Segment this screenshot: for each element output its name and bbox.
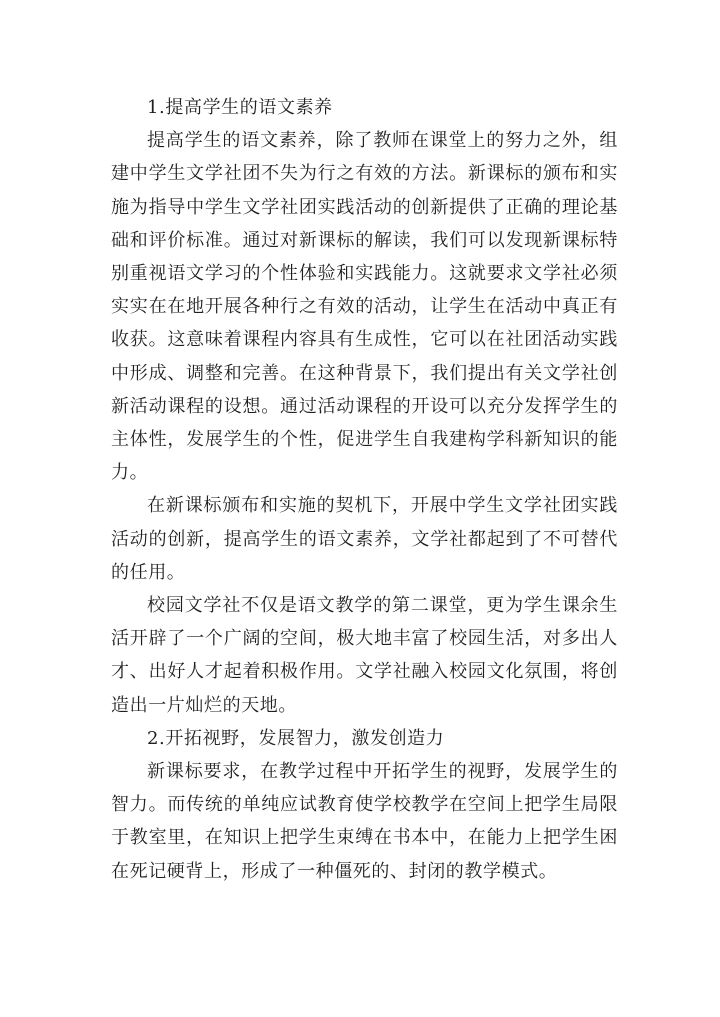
paragraph-4: 新课标要求，在教学过程中开拓学生的视野，发展学生的智力。而传统的单纯应试教育使学校教学在空间上把学生局限于教室里，在知识上把学生束缚在书本中，在能力上把学生困在死记硬背上，形成了一种僵死的、封闭的教学模式。 [111, 761, 618, 882]
section-heading-1: 1.提高学生的语文素养 [147, 97, 333, 118]
paragraph-2: 在新课标颁布和实施的契机下，开展中学生文学社团实践活动的创新，提高学生的语文素养，文学社都起到了不可替代的任用。 [111, 495, 618, 583]
paragraph-1: 提高学生的语文素养，除了教师在课堂上的努力之外，组建中学生文学社团不失为行之有效的方法。新课标的颁布和实施为指导中学生文学社团实践活动的创新提供了正确的理论基础和评价标准。通过对新课标的解读，我们可以发现新课标特别重视语文学习的个性体验和实践能力。这就要求文学社必须实实在在地开展各种行之有效的活动，让学生在活动中真正有收获。这意味着课程内容具有生成性，它可以在社团活动实践中形成、调整和完善。在这种背景下，我们提出有关文学社创新活动课程的设想。通过活动课程的开设可以充分发挥学生的主体性，发展学生的个性，促进学生自我建构学科新知识的能力。 [111, 130, 618, 484]
paragraph-3: 校园文学社不仅是语文教学的第二课堂，更为学生课余生活开辟了一个广阔的空间，极大地丰富了校园生活，对多出人才、出好人才起着积极作用。文学社融入校园文化氛围，将创造出一片灿烂的天地。 [111, 595, 618, 716]
document-body [111, 91, 618, 888]
section-heading-2: 2.开拓视野，发展智力，激发创造力 [147, 727, 445, 749]
